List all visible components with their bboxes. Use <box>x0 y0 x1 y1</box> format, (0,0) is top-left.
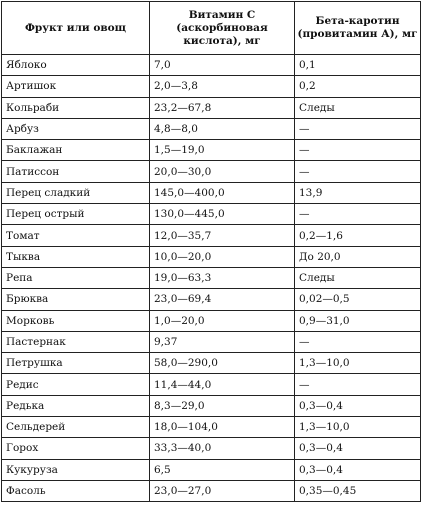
header-vitamin-c <box>150 2 295 55</box>
cell-name: Артишок <box>2 76 150 97</box>
table-row <box>2 182 421 203</box>
table-row <box>2 140 421 161</box>
table-row <box>2 438 421 459</box>
cell-vitamin-c: 10,0—20,0 <box>150 246 295 267</box>
table-row <box>2 395 421 416</box>
cell-name: Горох <box>2 438 150 459</box>
table-row <box>2 267 421 288</box>
table-header <box>2 2 421 55</box>
cell-vitamin-c: 130,0—445,0 <box>150 204 295 225</box>
cell-beta-carotene: До 20,0 <box>295 246 421 267</box>
cell-vitamin-c: 1,5—19,0 <box>150 140 295 161</box>
cell-name: Петрушка <box>2 353 150 374</box>
header-row <box>2 2 421 55</box>
cell-beta-carotene: — <box>295 331 421 352</box>
table-row <box>2 310 421 331</box>
header-label-line: (аскорбиновая <box>176 21 268 34</box>
cell-beta-carotene: 0,1 <box>295 55 421 76</box>
vitamin-table <box>1 1 421 502</box>
cell-beta-carotene: — <box>295 204 421 225</box>
table-row <box>2 204 421 225</box>
cell-name: Томат <box>2 225 150 246</box>
cell-vitamin-c: 4,8—8,0 <box>150 118 295 139</box>
cell-vitamin-c: 9,37 <box>150 331 295 352</box>
cell-beta-carotene: 0,3—0,4 <box>295 438 421 459</box>
table-row <box>2 459 421 480</box>
table-row <box>2 246 421 267</box>
cell-vitamin-c: 23,0—69,4 <box>150 289 295 310</box>
cell-beta-carotene: 1,3—10,0 <box>295 417 421 438</box>
cell-beta-carotene: 0,9—31,0 <box>295 310 421 331</box>
cell-vitamin-c: 58,0—290,0 <box>150 353 295 374</box>
header-beta-carotene <box>295 2 421 55</box>
cell-name: Тыква <box>2 246 150 267</box>
cell-vitamin-c: 6,5 <box>150 459 295 480</box>
cell-vitamin-c: 1,0—20,0 <box>150 310 295 331</box>
cell-vitamin-c: 11,4—44,0 <box>150 374 295 395</box>
cell-beta-carotene: 0,2 <box>295 76 421 97</box>
header-label-line: (провитамин А), мг <box>297 28 418 40</box>
cell-vitamin-c: 8,3—29,0 <box>150 395 295 416</box>
cell-beta-carotene: — <box>295 118 421 139</box>
cell-beta-carotene: 0,02—0,5 <box>295 289 421 310</box>
header-label-line: кислота), мг <box>183 34 261 47</box>
cell-name: Баклажан <box>2 140 150 161</box>
table-row <box>2 480 421 501</box>
table-row <box>2 118 421 139</box>
table-row <box>2 225 421 246</box>
cell-vitamin-c: 23,0—27,0 <box>150 480 295 501</box>
cell-vitamin-c: 33,3—40,0 <box>150 438 295 459</box>
header-label-line: Витамин С <box>188 8 256 21</box>
cell-name: Брюква <box>2 289 150 310</box>
cell-name: Репа <box>2 267 150 288</box>
cell-beta-carotene: 0,35—0,45 <box>295 480 421 501</box>
cell-beta-carotene: 0,3—0,4 <box>295 395 421 416</box>
cell-name: Сельдерей <box>2 417 150 438</box>
cell-beta-carotene: 1,3—10,0 <box>295 353 421 374</box>
cell-vitamin-c: 23,2—67,8 <box>150 97 295 118</box>
cell-name: Пастернак <box>2 331 150 352</box>
cell-beta-carotene: — <box>295 161 421 182</box>
table-body <box>2 55 421 502</box>
table-row <box>2 353 421 374</box>
table-row <box>2 417 421 438</box>
cell-name: Яблоко <box>2 55 150 76</box>
cell-name: Кольраби <box>2 97 150 118</box>
cell-vitamin-c: 7,0 <box>150 55 295 76</box>
table-row <box>2 55 421 76</box>
cell-vitamin-c: 145,0—400,0 <box>150 182 295 203</box>
table-row <box>2 289 421 310</box>
table-row <box>2 76 421 97</box>
cell-beta-carotene: Следы <box>295 97 421 118</box>
cell-name: Кукуруза <box>2 459 150 480</box>
header-label-line: Бета-каротин <box>315 15 400 27</box>
table-row <box>2 161 421 182</box>
cell-beta-carotene: 13,9 <box>295 182 421 203</box>
table-row <box>2 331 421 352</box>
cell-name: Арбуз <box>2 118 150 139</box>
cell-name: Морковь <box>2 310 150 331</box>
cell-name: Патиссон <box>2 161 150 182</box>
cell-name: Перец сладкий <box>2 182 150 203</box>
cell-beta-carotene: 0,2—1,6 <box>295 225 421 246</box>
cell-vitamin-c: 19,0—63,3 <box>150 267 295 288</box>
header-fruit-or-vegetable <box>2 2 150 55</box>
cell-beta-carotene: 0,3—0,4 <box>295 459 421 480</box>
cell-vitamin-c: 2,0—3,8 <box>150 76 295 97</box>
table-row <box>2 97 421 118</box>
table-row <box>2 374 421 395</box>
cell-name: Редька <box>2 395 150 416</box>
cell-vitamin-c: 12,0—35,7 <box>150 225 295 246</box>
cell-beta-carotene: Следы <box>295 267 421 288</box>
cell-vitamin-c: 18,0—104,0 <box>150 417 295 438</box>
cell-name: Фасоль <box>2 480 150 501</box>
cell-name: Перец острый <box>2 204 150 225</box>
cell-beta-carotene: — <box>295 140 421 161</box>
header-label: Фрукт или овощ <box>24 21 127 34</box>
cell-beta-carotene: — <box>295 374 421 395</box>
cell-name: Редис <box>2 374 150 395</box>
cell-vitamin-c: 20,0—30,0 <box>150 161 295 182</box>
vitamin-table-container <box>1 1 421 502</box>
